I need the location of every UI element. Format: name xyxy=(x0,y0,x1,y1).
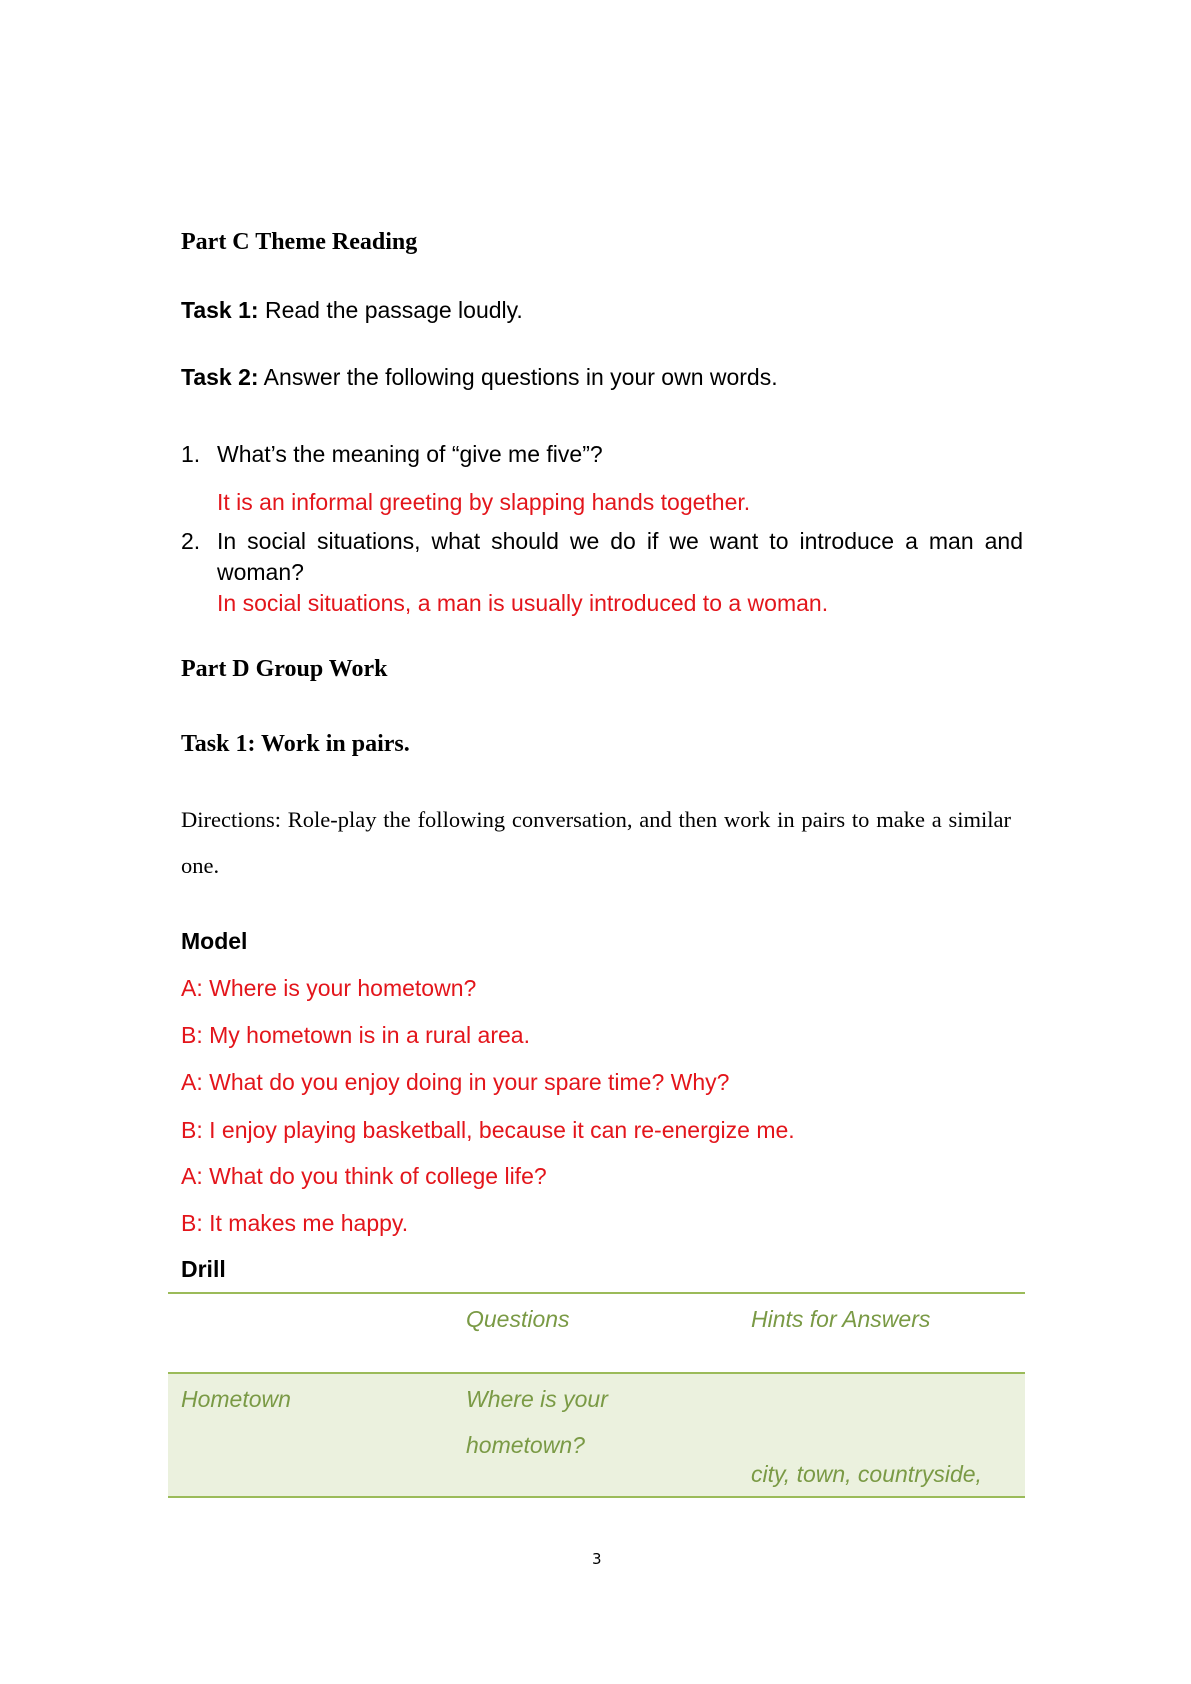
task-1-line xyxy=(181,297,523,324)
question-1-number: 1. xyxy=(181,441,201,467)
part-d-heading: Part D Group Work xyxy=(181,656,388,682)
drill-row-question-line2: hometown? xyxy=(466,1432,585,1458)
drill-header-questions: Questions xyxy=(466,1306,570,1332)
model-line: A: What do you think of college life? xyxy=(181,1163,547,1189)
directions-text: Directions: Role-play the following conversation, and then work in pairs to make a similar one. xyxy=(181,807,1011,878)
question-2-number: 2. xyxy=(181,528,201,554)
question-1-answer: It is an informal greeting by slapping hands together. xyxy=(217,489,751,515)
task-1-text: Read the passage loudly. xyxy=(258,297,523,323)
task-2-text: Answer the following questions in your own words. xyxy=(258,364,778,390)
drill-table-bottom-rule xyxy=(168,1496,1025,1498)
question-2-text-line2: woman? xyxy=(217,559,304,585)
task-2-label: Task 2: xyxy=(181,364,259,390)
drill-header-rule xyxy=(168,1372,1025,1374)
question-2-text-line1: In social situations, what should we do if we want to introduce a man and xyxy=(217,528,1023,554)
model-line: A: What do you enjoy doing in your spare time? Why? xyxy=(181,1069,730,1095)
question-1-text: What’s the meaning of “give me five”? xyxy=(217,441,603,467)
model-line: B: My hometown is in a rural area. xyxy=(181,1022,530,1048)
task-1-label: Task 1: xyxy=(181,297,259,323)
drill-table-top-rule xyxy=(168,1292,1025,1294)
drill-row-topic: Hometown xyxy=(181,1386,291,1412)
drill-label: Drill xyxy=(181,1256,226,1282)
model-line: A: Where is your hometown? xyxy=(181,975,477,1001)
drill-header-hints: Hints for Answers xyxy=(751,1306,931,1332)
model-line: B: It makes me happy. xyxy=(181,1210,409,1236)
model-label: Model xyxy=(181,928,248,954)
drill-row-hint: city, town, countryside, xyxy=(751,1461,982,1487)
model-line: B: I enjoy playing basketball, because it can re-energize me. xyxy=(181,1117,795,1143)
part-c-heading: Part C Theme Reading xyxy=(181,229,418,255)
part-d-task-1: Task 1: Work in pairs. xyxy=(181,731,410,757)
page-number: 3 xyxy=(592,1550,602,1568)
question-2-answer: In social situations, a man is usually introduced to a woman. xyxy=(217,590,829,616)
task-2-line xyxy=(181,364,778,391)
drill-row-question-line1: Where is your xyxy=(466,1386,608,1412)
